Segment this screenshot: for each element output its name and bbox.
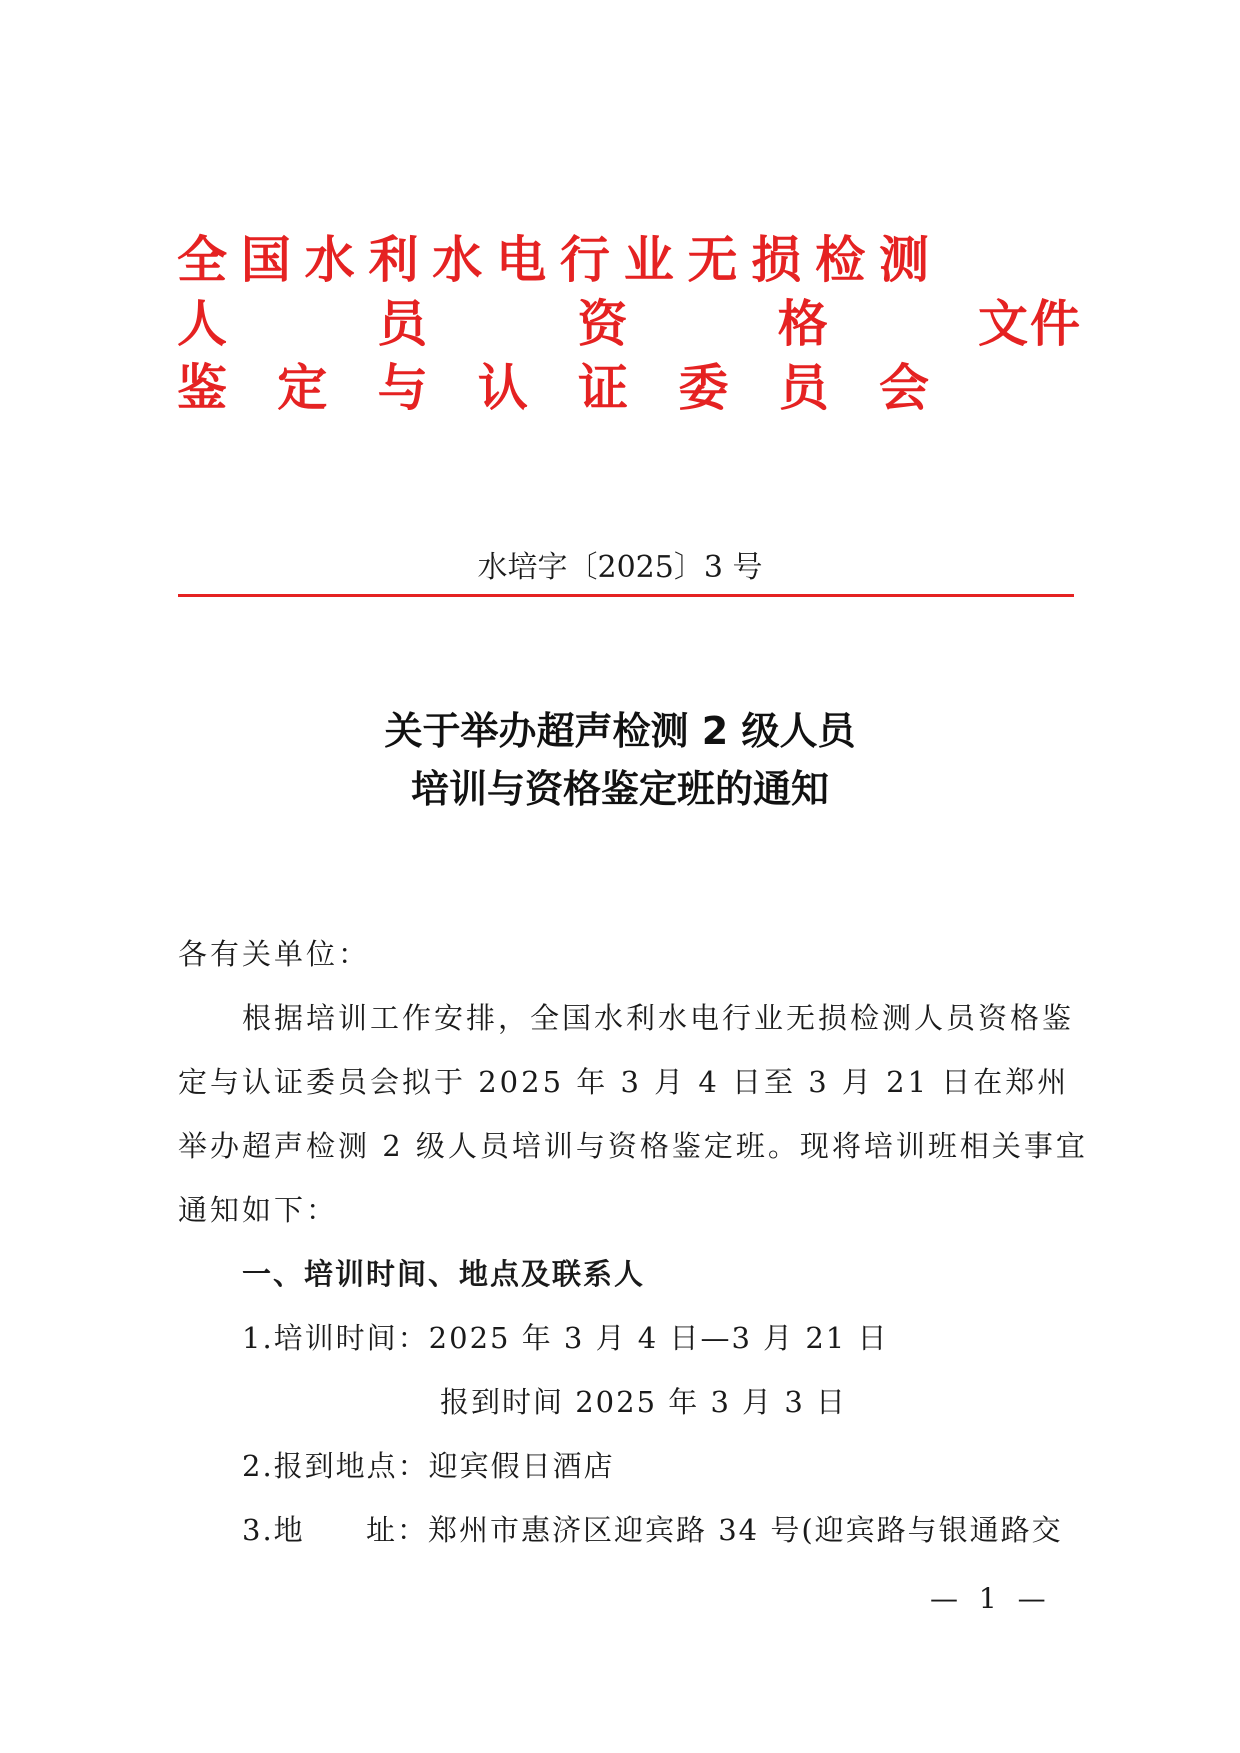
masthead-char: 利 bbox=[368, 231, 419, 289]
document-number: 水培字〔2025〕3 号 bbox=[477, 550, 763, 585]
masthead-line-1 bbox=[177, 228, 929, 292]
address-value: 郑州市惠济区迎宾路 34 号(迎宾路与银通路交 bbox=[428, 1513, 1063, 1547]
notice-body bbox=[178, 922, 1098, 1562]
masthead-line-2 bbox=[177, 292, 1082, 356]
masthead-char: 全 bbox=[177, 231, 227, 289]
checkin-time-row: 报到时间 2025 年 3 月 3 日 bbox=[440, 1385, 848, 1419]
training-time-value: 2025 年 3 月 4 日—3 月 21 日 bbox=[428, 1321, 889, 1355]
masthead-char: 格 bbox=[777, 295, 828, 353]
title-line-1: 关于举办超声检测 2 级人员 bbox=[384, 709, 856, 753]
masthead-line-3 bbox=[177, 356, 929, 420]
masthead-char: 损 bbox=[751, 231, 802, 289]
masthead-char: 委 bbox=[678, 359, 729, 417]
masthead-char: 员 bbox=[778, 359, 829, 417]
salutation: 各有关单位： bbox=[178, 937, 371, 971]
masthead-char: 会 bbox=[878, 359, 929, 417]
masthead-char: 鉴 bbox=[177, 359, 227, 417]
notice-title bbox=[0, 702, 1240, 818]
masthead-char: 无 bbox=[687, 231, 738, 289]
masthead-char: 定 bbox=[277, 359, 328, 417]
red-divider bbox=[178, 594, 1074, 597]
intro-paragraph: 根据培训工作安排，全国水利水电行业无损检测人员资格鉴定与认证委员会拟于 2025 年 3 月 4 日至 3 月 21 日在郑州举办超声检测 2 级人员培训与资格鉴定班。现将培训班相关事宜通知如下： bbox=[178, 1001, 1088, 1227]
checkin-location-label: 2.报到地点： bbox=[242, 1449, 429, 1483]
masthead-char: 人 bbox=[177, 295, 227, 353]
address-label-b: 址： bbox=[365, 1513, 428, 1547]
masthead-char: 资 bbox=[577, 295, 628, 353]
masthead-wenjian: 文件 bbox=[978, 295, 1082, 353]
checkin-location-row bbox=[178, 1434, 1098, 1498]
masthead-char: 水 bbox=[432, 231, 483, 289]
masthead-char: 水 bbox=[304, 231, 355, 289]
address-label bbox=[242, 1498, 428, 1562]
masthead-char: 国 bbox=[240, 231, 291, 289]
title-line-2: 培训与资格鉴定班的通知 bbox=[410, 767, 829, 811]
checkin-location-value: 迎宾假日酒店 bbox=[428, 1449, 615, 1483]
masthead-char: 检 bbox=[815, 231, 866, 289]
address-row bbox=[178, 1498, 1098, 1562]
masthead-char: 测 bbox=[878, 231, 929, 289]
masthead-char: 证 bbox=[578, 359, 629, 417]
masthead-char: 行 bbox=[559, 231, 610, 289]
page-number: — 1 — bbox=[930, 1582, 1052, 1615]
section-heading: 一、培训时间、地点及联系人 bbox=[242, 1257, 646, 1291]
masthead-char: 业 bbox=[623, 231, 674, 289]
training-time-label: 1.培训时间： bbox=[242, 1321, 429, 1355]
masthead-char: 员 bbox=[377, 295, 428, 353]
address-label-a: 3.地 bbox=[242, 1513, 305, 1547]
masthead-char: 与 bbox=[377, 359, 428, 417]
masthead-char: 电 bbox=[496, 231, 547, 289]
red-masthead bbox=[177, 228, 1082, 420]
training-time-row bbox=[178, 1306, 1098, 1370]
masthead-char: 认 bbox=[477, 359, 528, 417]
